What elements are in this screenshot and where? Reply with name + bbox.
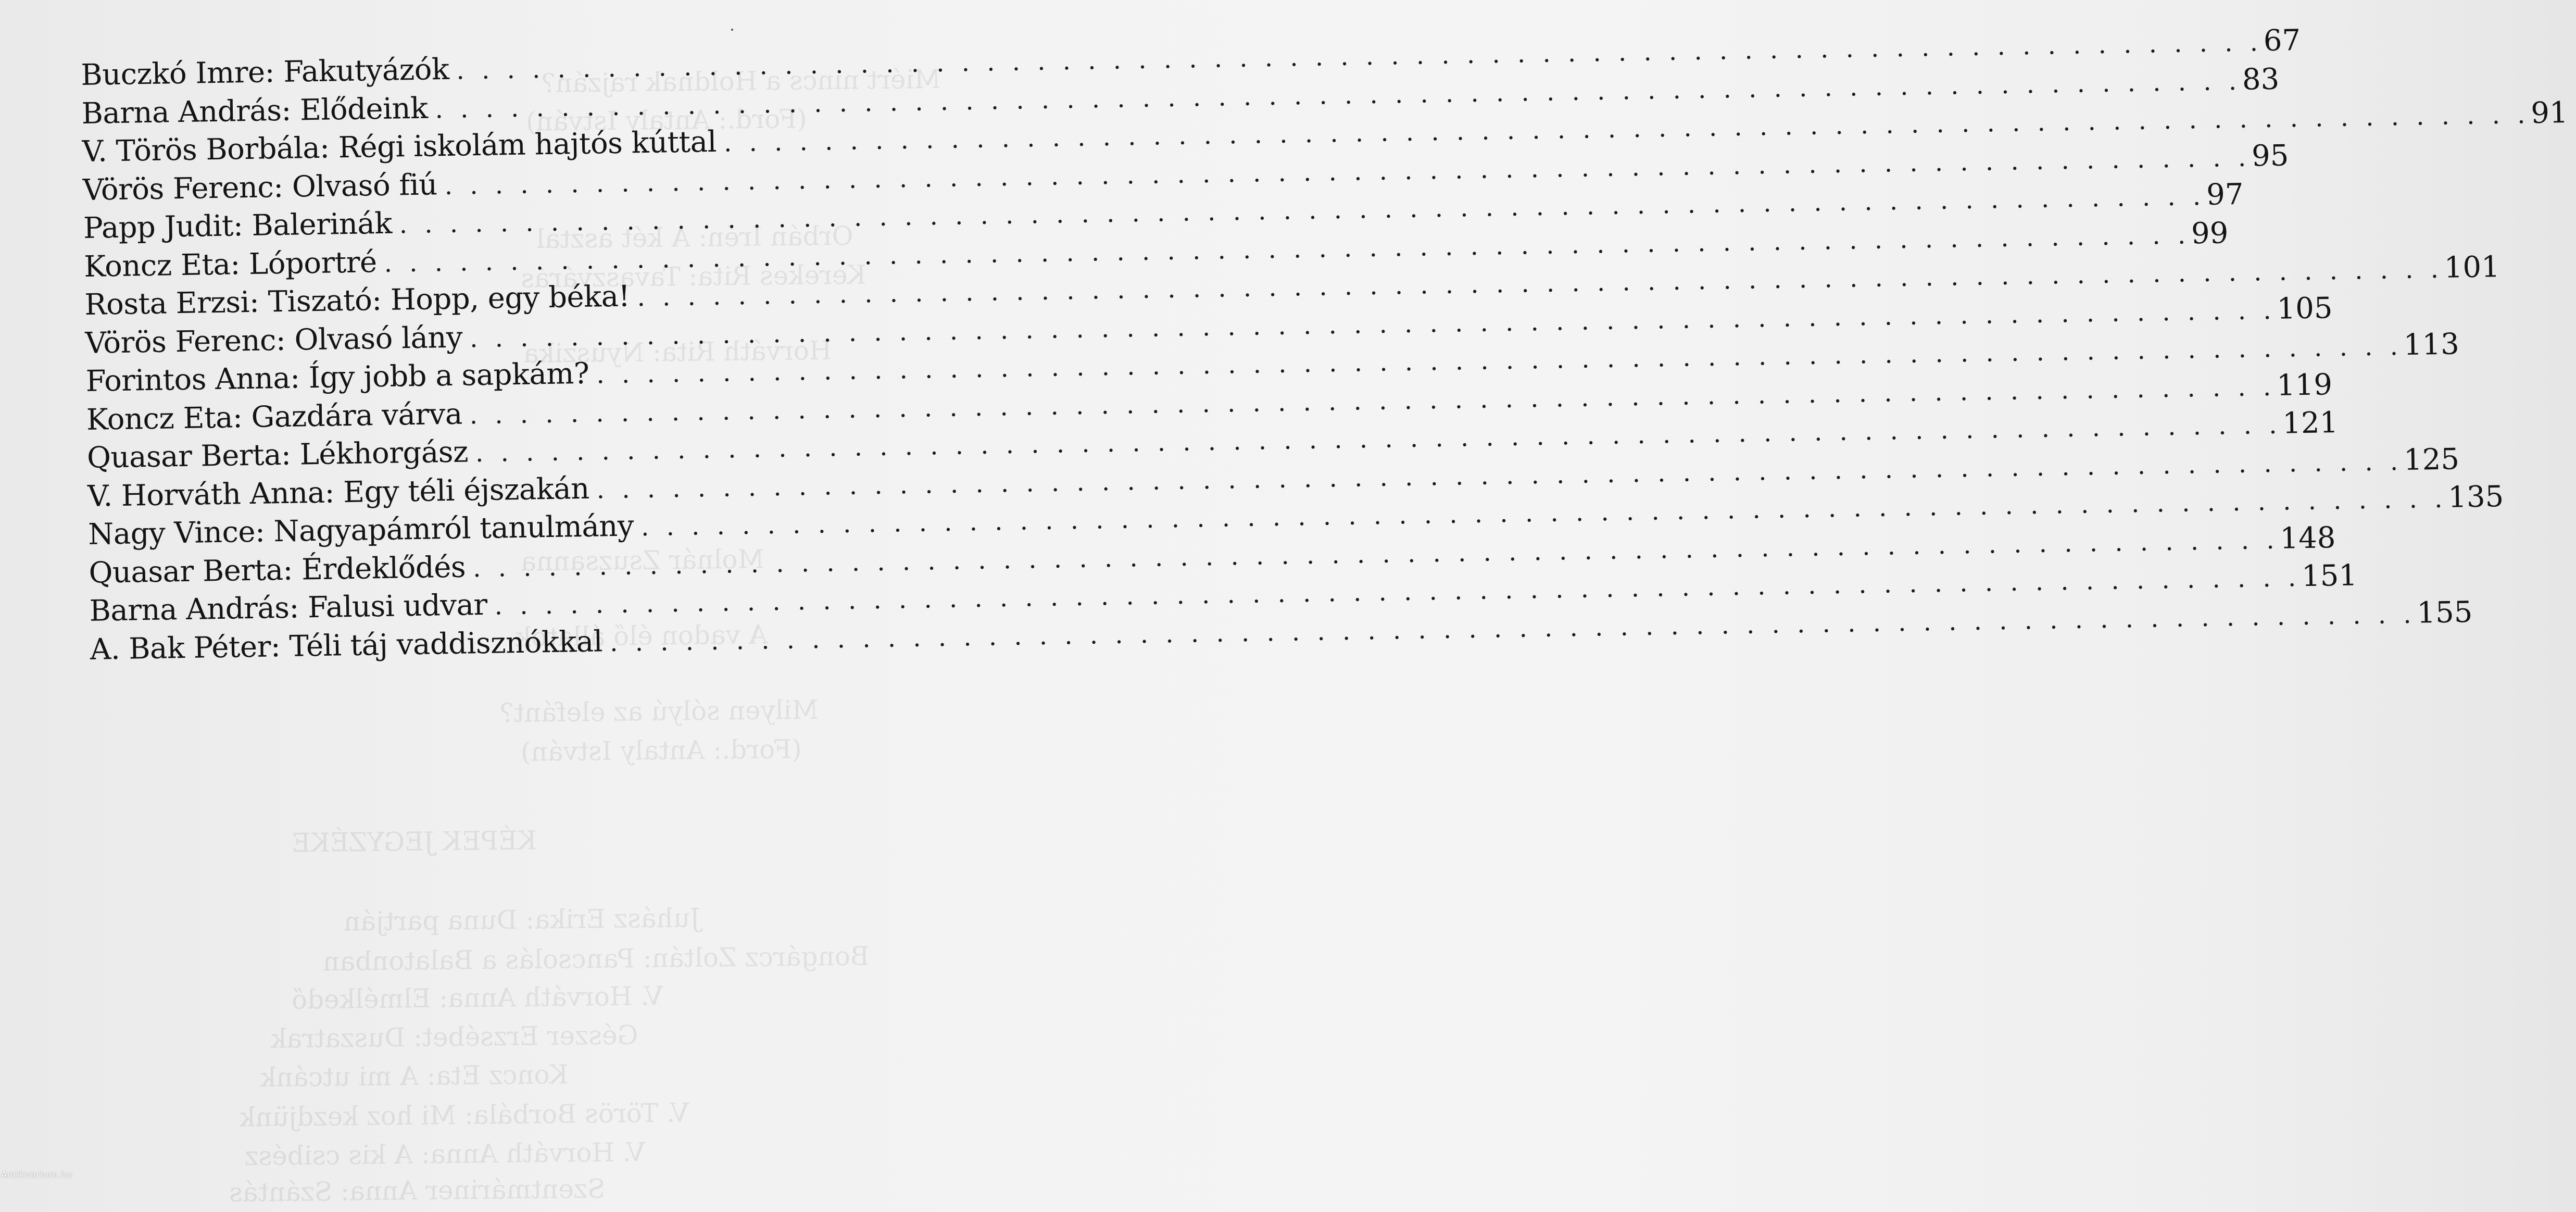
bleed-through-line: Orbán Irén: A két asztal xyxy=(536,220,853,255)
toc-entry-title: Rosta Erzsi: Tiszató: Hopp, egy béka! xyxy=(84,279,630,322)
toc-entry-title: Vörös Ferenc: Olvasó fiú xyxy=(82,167,438,207)
toc-entry-title: Papp Judit: Balerinák xyxy=(83,206,393,245)
bleed-through-line: V. Törös Borbála: Mi hoz kezdjünk xyxy=(239,1097,689,1133)
toc-entry-page-number: 91 xyxy=(2530,95,2569,131)
toc-entry-title: Buczkó Imre: Fakutyázók xyxy=(81,52,449,92)
watermark-label: Antikvarium.hu xyxy=(1,1170,73,1180)
bleed-through-line: Miért nincs a Holdnak rajzán? xyxy=(541,64,941,99)
bleed-through-line: KÉPEK JEGYZÉKE xyxy=(291,825,537,858)
toc-entry-title: Quasar Berta: Lékhorgász xyxy=(86,435,469,475)
toc-entry-title: Barna András: Falusi udvar xyxy=(89,588,488,628)
toc-entry-page-number: 135 xyxy=(2447,480,2504,515)
table-of-contents xyxy=(81,23,2569,671)
toc-entry-title: Koncz Eta: Lóportré xyxy=(83,245,378,284)
bleed-through-line: (Ford.: Antaly István) xyxy=(520,734,802,767)
toc-entry-page-number: 113 xyxy=(2403,327,2460,362)
toc-entry-page-number: 105 xyxy=(2277,291,2333,326)
bleed-through-line: Koncz Eta: A mi utcánk xyxy=(260,1059,569,1093)
toc-entry-title: Nagy Vince: Nagyapámról tanulmány xyxy=(87,509,634,552)
toc-entry-page-number: 119 xyxy=(2276,367,2333,403)
toc-entry-title: Koncz Eta: Gazdára várva xyxy=(86,397,463,437)
toc-entry-title: A. Bak Péter: Téli táj vaddisznókkal xyxy=(90,624,603,667)
bleed-through-line: V. Horváth Anna: Elmélkedő xyxy=(291,981,663,1015)
bleed-through-line: Juhász Erika: Duna partján xyxy=(343,903,701,937)
toc-entry-title: Barna András: Elődeink xyxy=(81,91,428,131)
toc-entry-page-number: 97 xyxy=(2206,177,2244,212)
toc-entry-title: Forintos Anna: Így jobb a sapkám? xyxy=(85,356,589,398)
bleed-through-line: A vadon élő állatok xyxy=(515,619,768,653)
toc-entry-page-number: 67 xyxy=(2263,23,2301,58)
toc-entry-page-number: 155 xyxy=(2416,595,2473,630)
toc-entry-page-number: 95 xyxy=(2251,138,2289,173)
bleed-through-line: Bongárcz Zoltán: Pancsolás a Balatonban xyxy=(322,941,870,977)
bleed-through-line: Szentmáriner Anna: Szántás xyxy=(229,1173,606,1208)
bleed-through-line: Horváth Rita: Nyuszika xyxy=(523,335,832,369)
bleed-through-line: V. Horváth Anna: A kis csibész xyxy=(244,1136,646,1172)
toc-entry-title: Quasar Berta: Érdeklődés xyxy=(89,550,466,590)
toc-entry-title: V. Horváth Anna: Egy téli éjszakán xyxy=(87,471,590,514)
toc-entry-page-number: 151 xyxy=(2301,558,2358,594)
toc-entry-page-number: 83 xyxy=(2242,62,2280,97)
toc-entry-title: Vörös Ferenc: Olvasó lány xyxy=(85,320,463,360)
toc-entry-title: V. Törös Borbála: Régi iskolám hajtós kúttal xyxy=(82,124,717,169)
toc-entry-page-number: 101 xyxy=(2444,250,2500,285)
bleed-through-line: (Ford.: Antaly István) xyxy=(525,104,808,137)
ink-speck xyxy=(731,29,733,31)
toc-entry-page-number: 125 xyxy=(2403,442,2460,477)
toc-entry-page-number: 121 xyxy=(2282,405,2339,441)
bleed-through-line: Kerekes Rita: Tavaszvárás xyxy=(520,259,866,294)
bleed-through-line: Milyen sólyú az elefánt? xyxy=(499,694,819,729)
bleed-through-line: Gészer Erzsébet: Duszatrak xyxy=(270,1020,638,1054)
toc-entry-page-number: 99 xyxy=(2191,216,2229,251)
bleed-through-line: Molnár Zsuzsanna xyxy=(520,544,765,577)
toc-entry-page-number: 148 xyxy=(2279,520,2336,556)
